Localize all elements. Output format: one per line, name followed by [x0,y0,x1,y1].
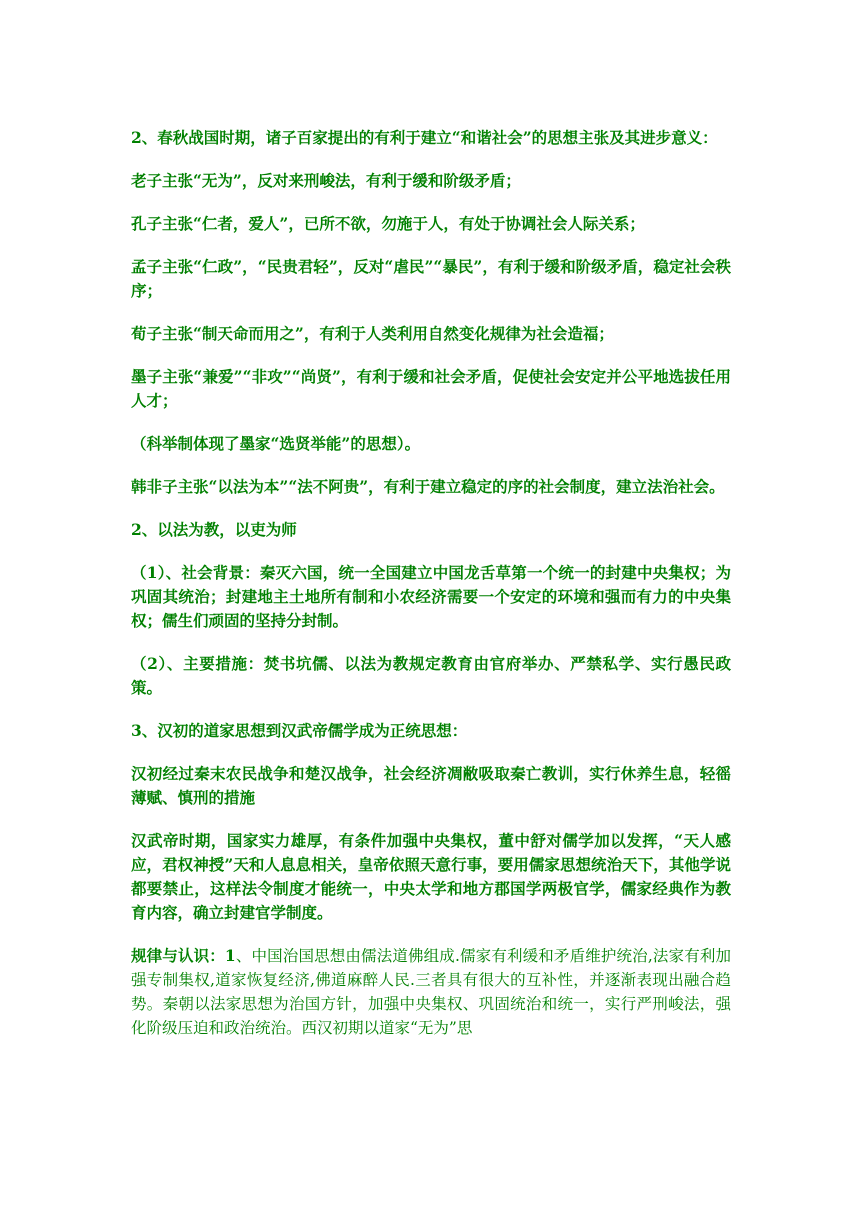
paragraph-laozi: 老子主张“无为”，反对来刑峻法，有利于缓和阶级矛盾； [131,171,521,190]
heading-hundred-schools: 2、春秋战国时期，诸子百家提出的有利于建立“和谐社会”的思想主张及其进步意义： [131,128,718,147]
paragraph-emperor-wu: 汉武帝时期，国家实力雄厚，有条件加强中央集权，董中舒对儒学加以发挥，“天人感应，君权神授”天和人息息相关，皇帝依照天意行事，要用儒家思想统治天下，其他学说都要禁止，这样法令制度才能统一，中央太学和地方郡国学两极官学，儒家经典作为教育内容，确立封建官学制度。 [131,831,731,922]
paragraph-social-background: （1）、社会背景：秦灭六国，统一全国建立中国龙舌草第一个统一的封建中央集权；为巩固其统治；封建地主土地所有制和小农经济需要一个安定的环境和强而有力的中央集权；儒生们顽固的坚持分封制。 [131,563,731,630]
paragraph-patterns-insights [131,944,731,1040]
text-patterns: 、中国治国思想由儒法道佛组成.儒家有利缓和矛盾维护统治,法家有利加强专制集权,道家恢复经济,佛道麻醉人民.三者具有很大的互补性，并逐渐表现出融合趋势。秦朝以法家思想为治国方针，加强中央集权、巩固统治和统一，实行严刑峻法，强化阶级压迫和政治统治。西汉初期以道家“无为”思 [131,947,731,1037]
paragraph-mencius: 孟子主张“仁政”，“民贵君轻”，反对“虐民”“暴民”，有利于缓和阶级矛盾，稳定社会秩序； [131,257,731,300]
paragraph-main-measures: （2）、主要措施：焚书坑儒、以法为教规定教育由官府举办、严禁私学、实行愚民政策。 [131,654,731,697]
paragraph-xunzi: 荀子主张“制天命而用之”，有利于人类利用自然变化规律为社会造福； [131,324,614,343]
paragraph-confucius: 孔子主张“仁者，爱人”，已所不欲，勿施于人，有处于协调社会人际关系； [131,214,645,233]
heading-han-confucianism: 3、汉初的道家思想到汉武帝儒学成为正统思想： [131,721,468,740]
heading-legalist-teaching: 2、以法为教，以吏为师 [131,520,297,539]
document-body [131,126,731,1059]
label-patterns: 规律与认识： [131,946,225,965]
paragraph-keju-note: （科举制体现了墨家“选贤举能”的思想）。 [131,434,421,453]
paragraph-mozi: 墨子主张“兼爱”“非攻”“尚贤”，有利于缓和社会矛盾，促使社会安定并公平地选拔任用人才； [131,367,731,410]
label-number: 1 [224,946,236,965]
paragraph-early-han: 汉初经过秦末农民战争和楚汉战争，社会经济凋敝吸取秦亡教训，实行休养生息，轻徭薄赋、慎刑的措施 [131,764,731,807]
paragraph-hanfeizi: 韩非子主张“以法为本”“法不阿贵”，有利于建立稳定的序的社会制度，建立法治社会。 [131,477,725,496]
